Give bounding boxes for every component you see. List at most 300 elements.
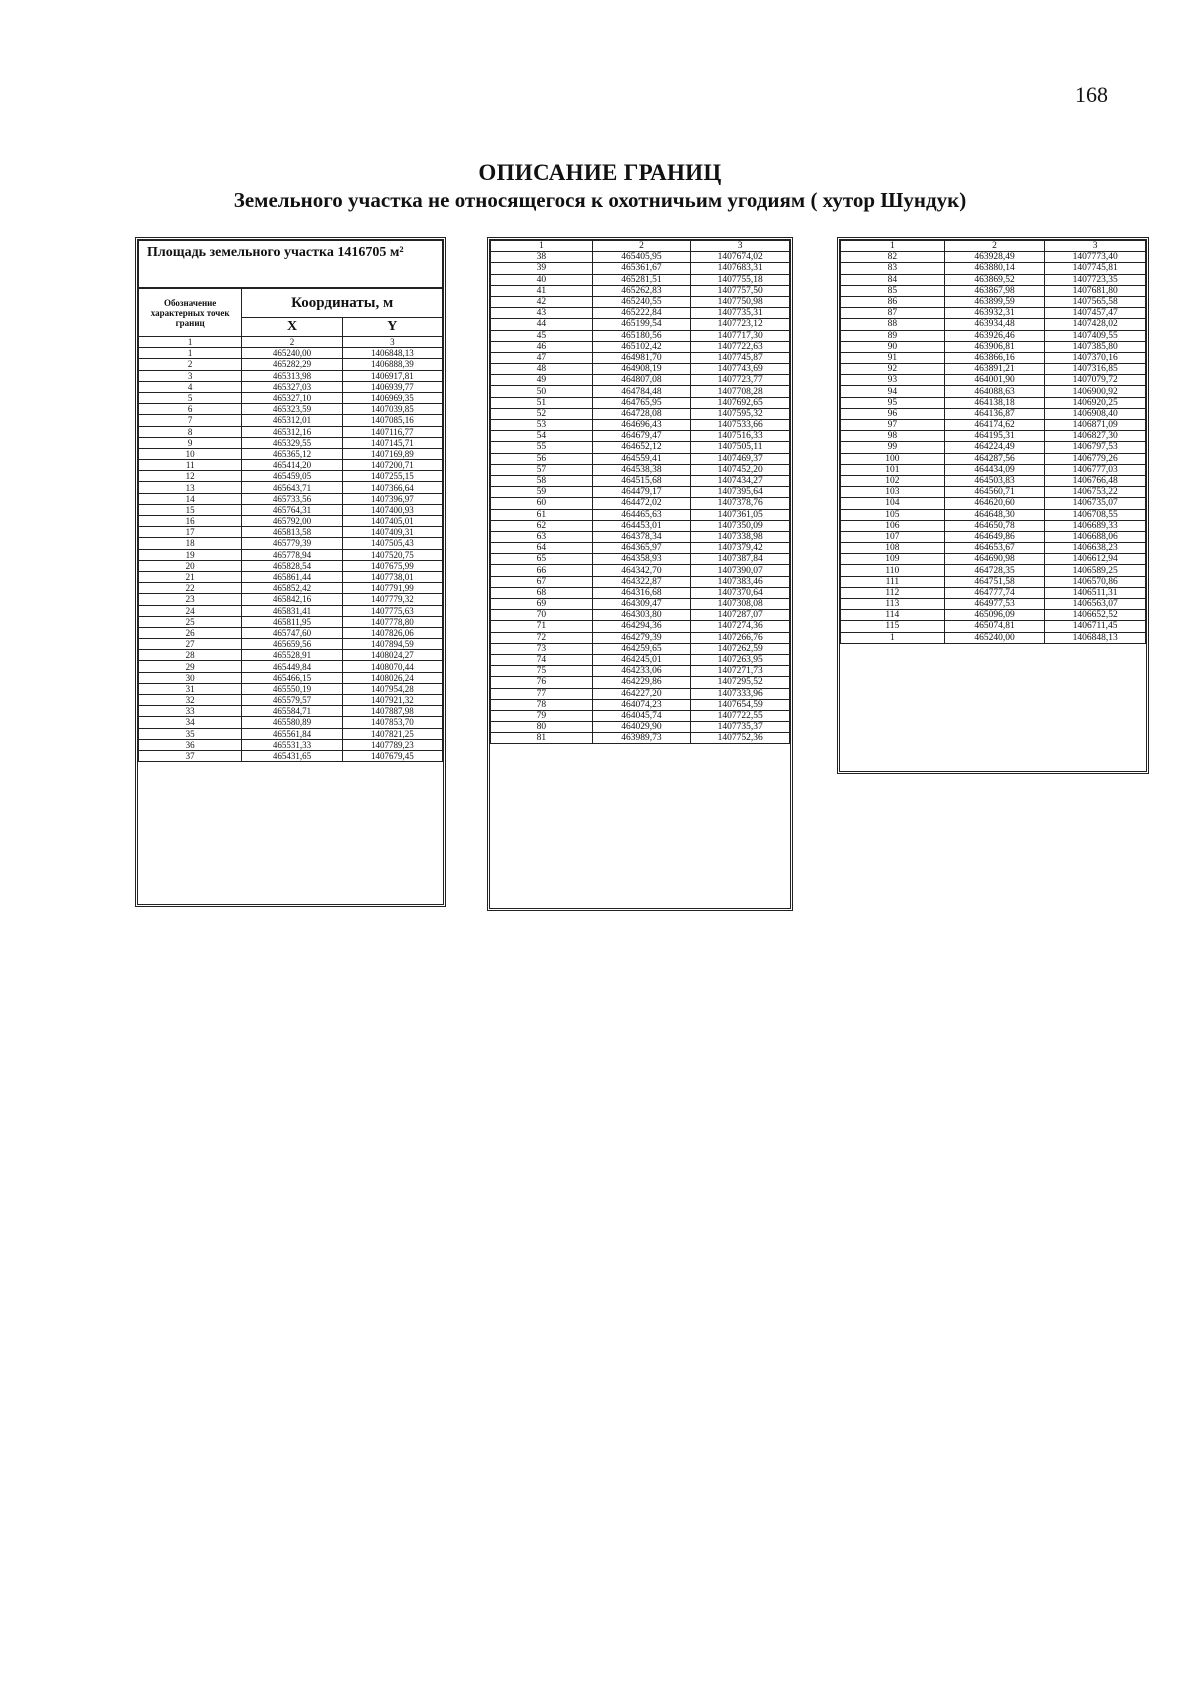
point-number: 45	[491, 330, 593, 341]
y-coordinate: 1406920,25	[1045, 397, 1146, 408]
x-coordinate: 465580,89	[242, 717, 342, 728]
table-row	[491, 408, 790, 419]
table-row	[491, 677, 790, 688]
point-number: 17	[139, 527, 242, 538]
table-row	[491, 420, 790, 431]
table-row	[491, 319, 790, 330]
x-coordinate: 464652,12	[592, 442, 691, 453]
table-row	[841, 487, 1146, 498]
point-number: 46	[491, 341, 593, 352]
x-coordinate: 465842,16	[242, 594, 342, 605]
point-number: 21	[139, 571, 242, 582]
table-row	[491, 352, 790, 363]
y-coordinate: 1407452,20	[691, 464, 790, 475]
y-coordinate: 1407683,31	[691, 263, 790, 274]
table-row	[139, 560, 443, 571]
table-row	[139, 538, 443, 549]
x-header: X	[242, 318, 342, 337]
point-number: 102	[841, 475, 945, 486]
point-number: 31	[139, 683, 242, 694]
column-number: 2	[944, 241, 1045, 252]
table-row	[139, 750, 443, 761]
table-row	[841, 296, 1146, 307]
point-number: 34	[139, 717, 242, 728]
table-row	[491, 733, 790, 744]
table-row	[139, 717, 443, 728]
point-number: 43	[491, 308, 593, 319]
y-coordinate: 1407409,31	[342, 527, 442, 538]
y-coordinate: 1407169,89	[342, 448, 442, 459]
table-row	[139, 616, 443, 627]
y-coordinate: 1407745,87	[691, 352, 790, 363]
point-number: 28	[139, 650, 242, 661]
point-number: 25	[139, 616, 242, 627]
point-number: 22	[139, 583, 242, 594]
y-coordinate: 1407654,59	[691, 699, 790, 710]
x-coordinate: 464696,43	[592, 420, 691, 431]
point-number: 64	[491, 543, 593, 554]
x-coordinate: 464649,86	[944, 531, 1045, 542]
table-row	[139, 448, 443, 459]
table-row	[841, 285, 1146, 296]
table-row	[491, 531, 790, 542]
point-number: 10	[139, 448, 242, 459]
y-coordinate: 1407778,80	[342, 616, 442, 627]
x-coordinate: 463869,52	[944, 274, 1045, 285]
point-number: 108	[841, 543, 945, 554]
x-coordinate: 464728,08	[592, 408, 691, 419]
x-coordinate: 464560,71	[944, 487, 1045, 498]
x-coordinate: 465779,39	[242, 538, 342, 549]
point-number: 105	[841, 509, 945, 520]
table-row	[491, 375, 790, 386]
point-number: 97	[841, 420, 945, 431]
area-label: Площадь земельного участка 1416705 м²	[138, 240, 443, 288]
y-coordinate: 1406888,39	[342, 359, 442, 370]
x-coordinate: 465096,09	[944, 610, 1045, 621]
y-coordinate: 1407405,01	[342, 516, 442, 527]
table-row	[841, 464, 1146, 475]
table-row	[139, 594, 443, 605]
y-coordinate: 1407287,07	[691, 610, 790, 621]
y-coordinate: 1407079,72	[1045, 375, 1146, 386]
table-row	[491, 710, 790, 721]
y-coordinate: 1407370,16	[1045, 352, 1146, 363]
point-number: 66	[491, 565, 593, 576]
point-number: 89	[841, 330, 945, 341]
point-number: 42	[491, 296, 593, 307]
table-row	[139, 392, 443, 403]
y-coordinate: 1407266,76	[691, 632, 790, 643]
table-row	[841, 610, 1146, 621]
table-row	[491, 442, 790, 453]
y-coordinate: 1407039,85	[342, 404, 442, 415]
y-coordinate: 1407262,59	[691, 643, 790, 654]
column-number: 2	[242, 337, 342, 348]
y-coordinate: 1408070,44	[342, 661, 442, 672]
y-coordinate: 1407752,36	[691, 733, 790, 744]
table-row	[841, 543, 1146, 554]
y-coordinate: 1407370,64	[691, 587, 790, 598]
point-number: 71	[491, 621, 593, 632]
y-coordinate: 1407255,15	[342, 471, 442, 482]
table-row	[491, 565, 790, 576]
x-coordinate: 464472,02	[592, 498, 691, 509]
y-coordinate: 1407717,30	[691, 330, 790, 341]
y-coordinate: 1407378,76	[691, 498, 790, 509]
point-number: 55	[491, 442, 593, 453]
x-coordinate: 464453,01	[592, 520, 691, 531]
point-number: 15	[139, 504, 242, 515]
point-number: 72	[491, 632, 593, 643]
table-row	[491, 263, 790, 274]
point-number: 23	[139, 594, 242, 605]
y-coordinate: 1407520,75	[342, 549, 442, 560]
point-number: 13	[139, 482, 242, 493]
x-coordinate: 465327,03	[242, 381, 342, 392]
point-number: 83	[841, 263, 945, 274]
y-coordinate: 1406689,33	[1045, 520, 1146, 531]
x-coordinate: 465561,84	[242, 728, 342, 739]
point-number: 100	[841, 453, 945, 464]
point-number: 61	[491, 509, 593, 520]
x-coordinate: 464503,83	[944, 475, 1045, 486]
point-number: 54	[491, 431, 593, 442]
table-row	[491, 464, 790, 475]
point-number: 78	[491, 699, 593, 710]
point-number: 69	[491, 599, 593, 610]
x-coordinate: 464229,86	[592, 677, 691, 688]
y-coordinate: 1406688,06	[1045, 531, 1146, 542]
x-coordinate: 465528,91	[242, 650, 342, 661]
y-coordinate: 1407200,71	[342, 460, 442, 471]
point-number: 111	[841, 576, 945, 587]
x-coordinate: 465659,56	[242, 639, 342, 650]
point-number: 39	[491, 263, 593, 274]
x-coordinate: 464342,70	[592, 565, 691, 576]
y-coordinate: 1407750,98	[691, 296, 790, 307]
x-coordinate: 463989,73	[592, 733, 691, 744]
x-coordinate: 465405,95	[592, 252, 691, 263]
boundary-table-3	[837, 237, 1149, 774]
page-number: 168	[1075, 82, 1108, 107]
x-coordinate: 464245,01	[592, 654, 691, 665]
table-row	[139, 583, 443, 594]
point-number: 1	[139, 348, 242, 359]
x-coordinate: 465584,71	[242, 706, 342, 717]
table-row	[841, 341, 1146, 352]
y-coordinate: 1407565,58	[1045, 296, 1146, 307]
table-row	[139, 482, 443, 493]
x-coordinate: 465361,67	[592, 263, 691, 274]
point-number: 79	[491, 710, 593, 721]
x-coordinate: 464358,93	[592, 554, 691, 565]
table-row	[491, 397, 790, 408]
x-coordinate: 465459,05	[242, 471, 342, 482]
x-coordinate: 465414,20	[242, 460, 342, 471]
point-number: 2	[139, 359, 242, 370]
table-row	[139, 426, 443, 437]
y-coordinate: 1407434,27	[691, 475, 790, 486]
x-coordinate: 465643,71	[242, 482, 342, 493]
x-coordinate: 465281,51	[592, 274, 691, 285]
table-row	[841, 632, 1146, 643]
x-coordinate: 463867,98	[944, 285, 1045, 296]
y-coordinate: 1406612,94	[1045, 554, 1146, 565]
point-number: 76	[491, 677, 593, 688]
x-coordinate: 464001,90	[944, 375, 1045, 386]
x-coordinate: 464777,74	[944, 587, 1045, 598]
table-row	[491, 296, 790, 307]
point-number: 32	[139, 695, 242, 706]
y-coordinate: 1407681,80	[1045, 285, 1146, 296]
coords-header: Координаты, м	[242, 289, 443, 318]
point-number: 91	[841, 352, 945, 363]
y-coordinate: 1407308,08	[691, 599, 790, 610]
x-coordinate: 465240,00	[944, 632, 1045, 643]
point-number: 62	[491, 520, 593, 531]
table-row	[491, 308, 790, 319]
y-coordinate: 1407428,02	[1045, 319, 1146, 330]
table-row	[841, 498, 1146, 509]
point-number: 85	[841, 285, 945, 296]
y-coordinate: 1406848,13	[1045, 632, 1146, 643]
point-number: 53	[491, 420, 593, 431]
table-row	[139, 728, 443, 739]
point-number: 81	[491, 733, 593, 744]
x-coordinate: 465102,42	[592, 341, 691, 352]
point-number: 8	[139, 426, 242, 437]
table-row	[491, 666, 790, 677]
column-number-row	[841, 241, 1146, 252]
table-row	[491, 498, 790, 509]
table-row	[139, 571, 443, 582]
y-coordinate: 1407516,33	[691, 431, 790, 442]
y-coordinate: 1407116,77	[342, 426, 442, 437]
x-coordinate: 465240,55	[592, 296, 691, 307]
column-number-row	[139, 337, 443, 348]
y-coordinate: 1407409,55	[1045, 330, 1146, 341]
table-row	[841, 442, 1146, 453]
x-coordinate: 465327,10	[242, 392, 342, 403]
point-number: 57	[491, 464, 593, 475]
x-coordinate: 464807,08	[592, 375, 691, 386]
table-row	[841, 252, 1146, 263]
x-coordinate: 465747,60	[242, 627, 342, 638]
boundary-table-1	[135, 237, 446, 907]
x-coordinate: 464365,97	[592, 543, 691, 554]
point-number: 104	[841, 498, 945, 509]
y-coordinate: 1406753,22	[1045, 487, 1146, 498]
point-number: 24	[139, 605, 242, 616]
table-row	[139, 739, 443, 750]
y-coordinate: 1407469,37	[691, 453, 790, 464]
table-row	[491, 543, 790, 554]
x-coordinate: 465449,84	[242, 661, 342, 672]
x-coordinate: 464981,70	[592, 352, 691, 363]
y-coordinate: 1407505,11	[691, 442, 790, 453]
point-number: 30	[139, 672, 242, 683]
y-coordinate: 1407921,32	[342, 695, 442, 706]
table-row	[139, 493, 443, 504]
y-coordinate: 1407757,50	[691, 285, 790, 296]
x-coordinate: 465466,15	[242, 672, 342, 683]
table-row	[841, 599, 1146, 610]
x-coordinate: 465199,54	[592, 319, 691, 330]
table-row	[491, 654, 790, 665]
x-coordinate: 464765,95	[592, 397, 691, 408]
y-coordinate: 1407755,18	[691, 274, 790, 285]
table-row	[841, 308, 1146, 319]
point-number: 63	[491, 531, 593, 542]
x-coordinate: 463906,81	[944, 341, 1045, 352]
y-coordinate: 1407271,73	[691, 666, 790, 677]
y-coordinate: 1406797,53	[1045, 442, 1146, 453]
table-row	[491, 364, 790, 375]
y-coordinate: 1406708,55	[1045, 509, 1146, 520]
table-row	[139, 650, 443, 661]
table-row	[139, 404, 443, 415]
y-coordinate: 1407692,65	[691, 397, 790, 408]
y-coordinate: 1407263,95	[691, 654, 790, 665]
table-row	[491, 330, 790, 341]
table-row	[139, 504, 443, 515]
x-coordinate: 465074,81	[944, 621, 1045, 632]
y-coordinate: 1406900,92	[1045, 386, 1146, 397]
x-coordinate: 464174,62	[944, 420, 1045, 431]
table-row	[841, 576, 1146, 587]
document-title: ОПИСАНИЕ ГРАНИЦ	[478, 160, 722, 185]
table-row	[841, 319, 1146, 330]
y-coordinate: 1407390,07	[691, 565, 790, 576]
point-number: 99	[841, 442, 945, 453]
point-number: 50	[491, 386, 593, 397]
point-number: 65	[491, 554, 593, 565]
point-number: 11	[139, 460, 242, 471]
x-coordinate: 464538,38	[592, 464, 691, 475]
table-row	[841, 531, 1146, 542]
point-number: 92	[841, 364, 945, 375]
x-coordinate: 465733,56	[242, 493, 342, 504]
x-coordinate: 464679,47	[592, 431, 691, 442]
point-number: 4	[139, 381, 242, 392]
table-row	[841, 431, 1146, 442]
x-coordinate: 465831,41	[242, 605, 342, 616]
table-row	[841, 565, 1146, 576]
y-coordinate: 1407722,55	[691, 710, 790, 721]
y-coordinate: 1406777,03	[1045, 464, 1146, 475]
point-number: 49	[491, 375, 593, 386]
y-coordinate: 1407723,12	[691, 319, 790, 330]
x-coordinate: 463926,46	[944, 330, 1045, 341]
point-number: 77	[491, 688, 593, 699]
x-coordinate: 465312,16	[242, 426, 342, 437]
y-coordinate: 1407361,05	[691, 509, 790, 520]
y-coordinate: 1406917,81	[342, 370, 442, 381]
y-coordinate: 1407675,99	[342, 560, 442, 571]
point-number: 70	[491, 610, 593, 621]
column-number: 1	[139, 337, 242, 348]
coords-table-1	[138, 288, 443, 762]
y-coordinate: 1406511,31	[1045, 587, 1146, 598]
y-coordinate: 1407457,47	[1045, 308, 1146, 319]
point-number: 109	[841, 554, 945, 565]
x-coordinate: 465861,44	[242, 571, 342, 582]
column-number-row	[491, 241, 790, 252]
point-number: 47	[491, 352, 593, 363]
x-coordinate: 464751,58	[944, 576, 1045, 587]
y-coordinate: 1407894,59	[342, 639, 442, 650]
y-coordinate: 1407395,64	[691, 487, 790, 498]
x-coordinate: 464224,49	[944, 442, 1045, 453]
point-number: 56	[491, 453, 593, 464]
y-coordinate: 1407779,32	[342, 594, 442, 605]
table-row	[841, 375, 1146, 386]
point-number: 9	[139, 437, 242, 448]
point-number: 98	[841, 431, 945, 442]
y-coordinate: 1406711,45	[1045, 621, 1146, 632]
y-coordinate: 1407853,70	[342, 717, 442, 728]
point-number: 7	[139, 415, 242, 426]
y-coordinate: 1406652,52	[1045, 610, 1146, 621]
table-row	[491, 475, 790, 486]
table-row	[491, 453, 790, 464]
table-row	[841, 475, 1146, 486]
point-number: 113	[841, 599, 945, 610]
document-subtitle: Земельного участка не относящегося к охотничьим угодиям ( хутор Шундук)	[233, 188, 967, 212]
table-row	[841, 621, 1146, 632]
point-number: 51	[491, 397, 593, 408]
point-number: 41	[491, 285, 593, 296]
point-number: 1	[841, 632, 945, 643]
point-number: 75	[491, 666, 593, 677]
y-coordinate: 1406779,26	[1045, 453, 1146, 464]
y-coordinate: 1407379,42	[691, 543, 790, 554]
y-coordinate: 1407387,84	[691, 554, 790, 565]
x-coordinate: 464378,34	[592, 531, 691, 542]
table-row	[139, 381, 443, 392]
table-row	[139, 683, 443, 694]
x-coordinate: 464279,39	[592, 632, 691, 643]
table-row	[139, 639, 443, 650]
point-number: 38	[491, 252, 593, 263]
x-coordinate: 463934,48	[944, 319, 1045, 330]
point-number: 58	[491, 475, 593, 486]
table-row	[139, 527, 443, 538]
point-number: 52	[491, 408, 593, 419]
x-coordinate: 464559,41	[592, 453, 691, 464]
table-row	[139, 672, 443, 683]
point-number: 110	[841, 565, 945, 576]
x-coordinate: 464515,68	[592, 475, 691, 486]
x-coordinate: 464294,36	[592, 621, 691, 632]
x-coordinate: 464287,56	[944, 453, 1045, 464]
x-coordinate: 464136,87	[944, 408, 1045, 419]
table-row	[841, 330, 1146, 341]
y-coordinate: 1407723,35	[1045, 274, 1146, 285]
x-coordinate: 464303,80	[592, 610, 691, 621]
y-coordinate: 1407679,45	[342, 750, 442, 761]
table-row	[491, 621, 790, 632]
table-row	[139, 415, 443, 426]
point-number: 112	[841, 587, 945, 598]
y-coordinate: 1406589,25	[1045, 565, 1146, 576]
y-coordinate: 1408024,27	[342, 650, 442, 661]
x-coordinate: 464259,65	[592, 643, 691, 654]
boundary-table-2	[487, 237, 793, 911]
table-row	[491, 587, 790, 598]
y-coordinate: 1407791,99	[342, 583, 442, 594]
